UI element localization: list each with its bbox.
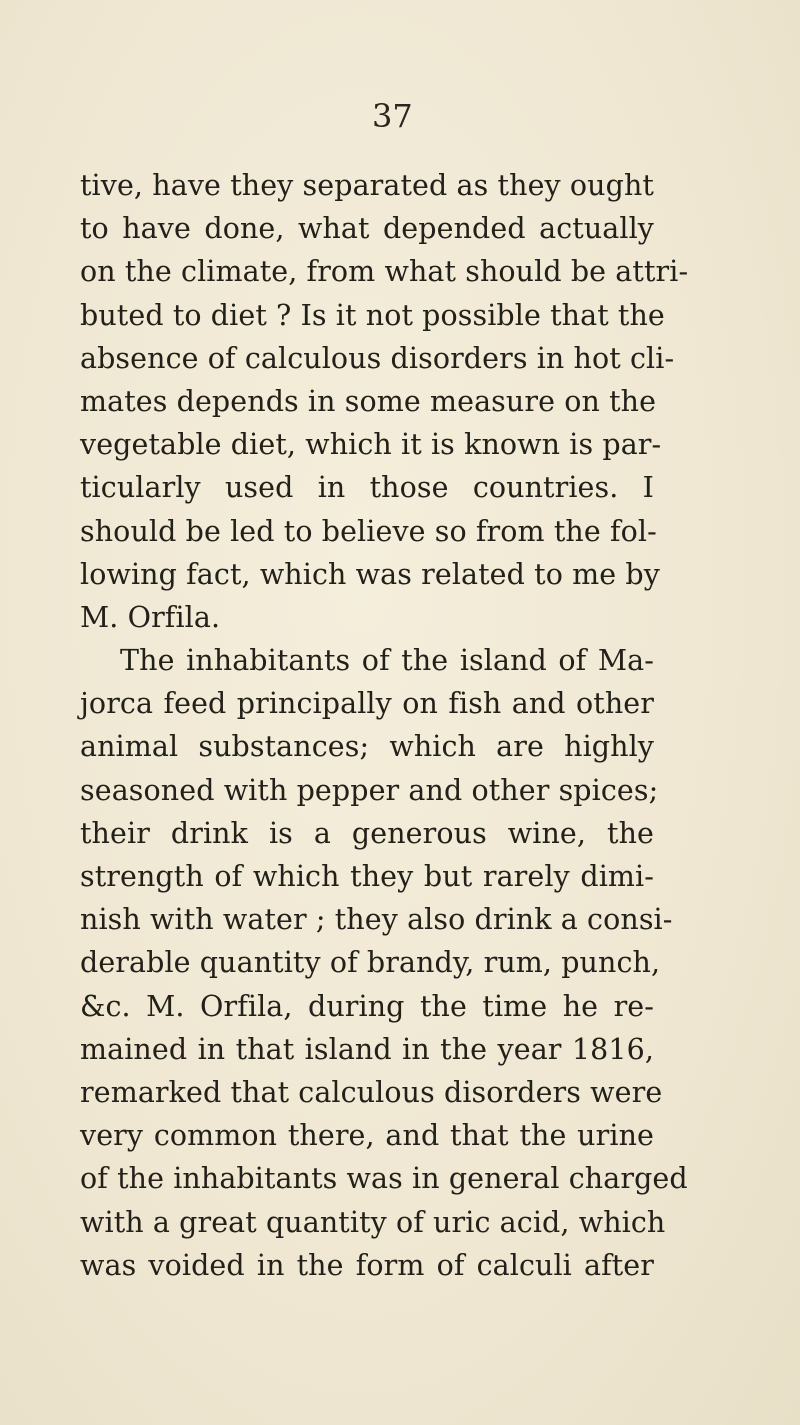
text-line: very common there, and that the urine [80,1119,654,1153]
text-line: jorca feed principally on fish and other [80,687,654,721]
body-text [80,164,689,1287]
text-line: nish with water ; they also drink a consi- [80,903,673,937]
paragraph-end-line: M. Orfila. [80,600,221,634]
text-line: derable quantity of brandy, rum, punch, [80,946,661,980]
text-line: &c. M. Orfila, during the time he re- [80,989,654,1023]
text-line: buted to diet ? Is it not possible that the [80,298,665,332]
paragraph-start-line: The inhabitants of the island of Ma- [120,644,654,678]
text-line: tive, have they separated as they ought [80,169,654,202]
text-line: was voided in the form of calculi after [80,1248,654,1282]
text-line: strength of which they but rarely dimi- [80,860,654,893]
text-line: of the inhabitants was in general charged [80,1162,688,1196]
page-number: 37 [372,97,413,135]
text-line: absence of calculous disorders in hot cli- [80,341,675,375]
text-line: lowing fact, which was related to me by [80,557,660,591]
text-line: ticularly used in those countries. I [80,471,654,505]
text-line: seasoned with pepper and other spices; [80,773,659,807]
text-line: mates depends in some measure on the [80,384,657,418]
text-line: vegetable diet, which it is known is par- [80,428,662,462]
text-line: animal substances; which are highly [80,730,654,764]
text-line: to have done, what depended actually [80,212,654,246]
text-line: with a great quantity of uric acid, which [80,1205,666,1239]
text-line: their drink is a generous wine, the [80,816,654,850]
text-line: remarked that calculous disorders were [80,1075,663,1109]
text-line: on the climate, from what should be attri- [80,255,689,289]
text-line: mained in that island in the year 1816, [80,1032,654,1066]
text-line: should be led to believe so from the fol- [80,514,657,548]
